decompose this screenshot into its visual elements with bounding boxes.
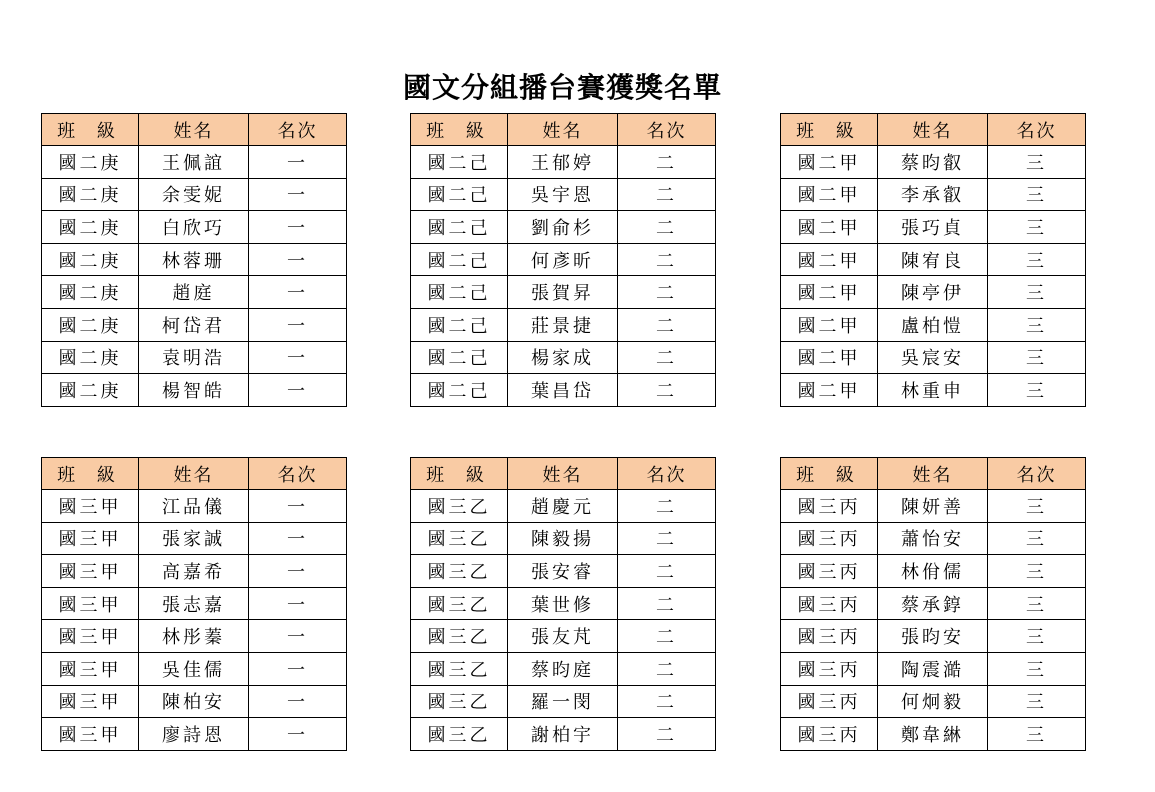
table-row bbox=[411, 146, 716, 179]
table-row bbox=[411, 718, 716, 751]
award-table-grade3-second bbox=[410, 457, 716, 751]
rank-cell: 二 bbox=[618, 555, 716, 588]
class-cell: 國三乙 bbox=[411, 522, 508, 555]
class-cell: 國三乙 bbox=[411, 718, 508, 751]
name-cell: 余雯妮 bbox=[139, 178, 249, 211]
header-rank: 名次 bbox=[988, 114, 1086, 146]
name-cell: 張昀安 bbox=[878, 620, 988, 653]
class-cell: 國二甲 bbox=[781, 178, 878, 211]
header-class: 班 級 bbox=[411, 458, 508, 490]
rank-cell: 一 bbox=[249, 490, 347, 523]
header-class: 班 級 bbox=[781, 114, 878, 146]
class-cell: 國二己 bbox=[411, 146, 508, 179]
name-cell: 江品儀 bbox=[139, 490, 249, 523]
name-cell: 蔡承錞 bbox=[878, 587, 988, 620]
class-cell: 國二甲 bbox=[781, 308, 878, 341]
class-cell: 國二己 bbox=[411, 374, 508, 407]
name-cell: 吳佳儒 bbox=[139, 652, 249, 685]
rank-cell: 三 bbox=[988, 178, 1086, 211]
name-cell: 謝柏宇 bbox=[508, 718, 618, 751]
name-cell: 蕭怡安 bbox=[878, 522, 988, 555]
table-row bbox=[411, 276, 716, 309]
name-cell: 吳宇恩 bbox=[508, 178, 618, 211]
table-row bbox=[411, 178, 716, 211]
rank-cell: 三 bbox=[988, 620, 1086, 653]
class-cell: 國二庚 bbox=[42, 374, 139, 407]
table-row bbox=[411, 374, 716, 407]
name-cell: 葉世修 bbox=[508, 587, 618, 620]
name-cell: 劉俞杉 bbox=[508, 211, 618, 244]
rank-cell: 三 bbox=[988, 652, 1086, 685]
name-cell: 蔡昀叡 bbox=[878, 146, 988, 179]
name-cell: 盧柏愷 bbox=[878, 308, 988, 341]
class-cell: 國三丙 bbox=[781, 652, 878, 685]
name-cell: 趙慶元 bbox=[508, 490, 618, 523]
header-row bbox=[781, 458, 1086, 490]
table-row bbox=[781, 341, 1086, 374]
name-cell: 白欣巧 bbox=[139, 211, 249, 244]
name-cell: 陳柏安 bbox=[139, 685, 249, 718]
rank-cell: 三 bbox=[988, 555, 1086, 588]
class-cell: 國三乙 bbox=[411, 652, 508, 685]
table-row bbox=[42, 341, 347, 374]
rank-cell: 三 bbox=[988, 146, 1086, 179]
table-row bbox=[42, 211, 347, 244]
class-cell: 國三丙 bbox=[781, 620, 878, 653]
award-table-grade3-first bbox=[41, 457, 347, 751]
name-cell: 袁明浩 bbox=[139, 341, 249, 374]
table-row bbox=[411, 587, 716, 620]
table-row bbox=[781, 178, 1086, 211]
table-row bbox=[411, 211, 716, 244]
header-name: 姓名 bbox=[508, 114, 618, 146]
award-table-grade2-second bbox=[410, 113, 716, 407]
rank-cell: 一 bbox=[249, 587, 347, 620]
class-cell: 國二甲 bbox=[781, 276, 878, 309]
table-row bbox=[411, 522, 716, 555]
name-cell: 楊智皓 bbox=[139, 374, 249, 407]
class-cell: 國二庚 bbox=[42, 308, 139, 341]
rank-cell: 一 bbox=[249, 243, 347, 276]
rank-cell: 一 bbox=[249, 718, 347, 751]
name-cell: 張安睿 bbox=[508, 555, 618, 588]
class-cell: 國三乙 bbox=[411, 587, 508, 620]
table-row bbox=[781, 685, 1086, 718]
rank-cell: 二 bbox=[618, 146, 716, 179]
table-row bbox=[411, 490, 716, 523]
rank-cell: 三 bbox=[988, 685, 1086, 718]
table-row bbox=[781, 374, 1086, 407]
class-cell: 國二甲 bbox=[781, 374, 878, 407]
class-cell: 國三丙 bbox=[781, 587, 878, 620]
header-class: 班 級 bbox=[42, 114, 139, 146]
table-row bbox=[781, 652, 1086, 685]
rank-cell: 三 bbox=[988, 522, 1086, 555]
name-cell: 羅一閔 bbox=[508, 685, 618, 718]
table-row bbox=[411, 308, 716, 341]
header-name: 姓名 bbox=[878, 458, 988, 490]
class-cell: 國二甲 bbox=[781, 211, 878, 244]
table-row bbox=[411, 243, 716, 276]
name-cell: 林蓉珊 bbox=[139, 243, 249, 276]
table-row bbox=[781, 276, 1086, 309]
rank-cell: 二 bbox=[618, 685, 716, 718]
table-row bbox=[411, 620, 716, 653]
table-row bbox=[42, 374, 347, 407]
rank-cell: 三 bbox=[988, 308, 1086, 341]
table-row bbox=[42, 718, 347, 751]
award-table-grade3-third bbox=[780, 457, 1086, 751]
class-cell: 國三甲 bbox=[42, 587, 139, 620]
rank-cell: 二 bbox=[618, 587, 716, 620]
header-row bbox=[411, 458, 716, 490]
header-row bbox=[781, 114, 1086, 146]
name-cell: 鄭韋綝 bbox=[878, 718, 988, 751]
header-row bbox=[411, 114, 716, 146]
table-row bbox=[42, 308, 347, 341]
class-cell: 國三乙 bbox=[411, 685, 508, 718]
table-row bbox=[781, 243, 1086, 276]
rank-cell: 三 bbox=[988, 374, 1086, 407]
rank-cell: 三 bbox=[988, 276, 1086, 309]
class-cell: 國二庚 bbox=[42, 243, 139, 276]
rank-cell: 二 bbox=[618, 243, 716, 276]
rank-cell: 一 bbox=[249, 308, 347, 341]
class-cell: 國二甲 bbox=[781, 341, 878, 374]
name-cell: 楊家成 bbox=[508, 341, 618, 374]
table-row bbox=[781, 522, 1086, 555]
class-cell: 國二己 bbox=[411, 178, 508, 211]
table-row bbox=[42, 620, 347, 653]
rank-cell: 三 bbox=[988, 587, 1086, 620]
class-cell: 國二己 bbox=[411, 211, 508, 244]
header-name: 姓名 bbox=[139, 114, 249, 146]
table-row bbox=[42, 490, 347, 523]
name-cell: 張友芃 bbox=[508, 620, 618, 653]
class-cell: 國三甲 bbox=[42, 620, 139, 653]
name-cell: 張家誠 bbox=[139, 522, 249, 555]
rank-cell: 一 bbox=[249, 341, 347, 374]
class-cell: 國三乙 bbox=[411, 490, 508, 523]
rank-cell: 三 bbox=[988, 718, 1086, 751]
class-cell: 國二己 bbox=[411, 341, 508, 374]
name-cell: 葉昌岱 bbox=[508, 374, 618, 407]
class-cell: 國三甲 bbox=[42, 522, 139, 555]
header-rank: 名次 bbox=[249, 114, 347, 146]
name-cell: 廖詩恩 bbox=[139, 718, 249, 751]
rank-cell: 一 bbox=[249, 178, 347, 211]
name-cell: 林佾儒 bbox=[878, 555, 988, 588]
rank-cell: 一 bbox=[249, 685, 347, 718]
class-cell: 國三丙 bbox=[781, 490, 878, 523]
header-name: 姓名 bbox=[508, 458, 618, 490]
rank-cell: 二 bbox=[618, 178, 716, 211]
rank-cell: 一 bbox=[249, 146, 347, 179]
table-row bbox=[781, 211, 1086, 244]
name-cell: 林彤蓁 bbox=[139, 620, 249, 653]
table-row bbox=[411, 685, 716, 718]
table-row bbox=[42, 587, 347, 620]
rank-cell: 一 bbox=[249, 652, 347, 685]
name-cell: 陳宥良 bbox=[878, 243, 988, 276]
class-cell: 國三丙 bbox=[781, 555, 878, 588]
table-row bbox=[781, 587, 1086, 620]
class-cell: 國三丙 bbox=[781, 522, 878, 555]
name-cell: 王郁婷 bbox=[508, 146, 618, 179]
class-cell: 國二庚 bbox=[42, 178, 139, 211]
rank-cell: 二 bbox=[618, 652, 716, 685]
table-row bbox=[42, 146, 347, 179]
rank-cell: 二 bbox=[618, 620, 716, 653]
rank-cell: 一 bbox=[249, 374, 347, 407]
name-cell: 陶震澔 bbox=[878, 652, 988, 685]
award-table-grade2-third bbox=[780, 113, 1086, 407]
page-title: 國文分組播台賽獲獎名單 bbox=[402, 71, 722, 104]
class-cell: 國三乙 bbox=[411, 555, 508, 588]
rank-cell: 二 bbox=[618, 211, 716, 244]
name-cell: 何彥昕 bbox=[508, 243, 618, 276]
table-row bbox=[781, 555, 1086, 588]
header-class: 班 級 bbox=[42, 458, 139, 490]
name-cell: 陳亭伊 bbox=[878, 276, 988, 309]
class-cell: 國三甲 bbox=[42, 652, 139, 685]
class-cell: 國二庚 bbox=[42, 146, 139, 179]
table-row bbox=[781, 490, 1086, 523]
name-cell: 高嘉希 bbox=[139, 555, 249, 588]
table-row bbox=[42, 555, 347, 588]
class-cell: 國二庚 bbox=[42, 211, 139, 244]
header-row bbox=[42, 458, 347, 490]
name-cell: 張志嘉 bbox=[139, 587, 249, 620]
table-row bbox=[781, 146, 1086, 179]
table-row bbox=[781, 620, 1086, 653]
name-cell: 李承叡 bbox=[878, 178, 988, 211]
name-cell: 莊景捷 bbox=[508, 308, 618, 341]
class-cell: 國二甲 bbox=[781, 146, 878, 179]
rank-cell: 一 bbox=[249, 276, 347, 309]
rank-cell: 二 bbox=[618, 276, 716, 309]
class-cell: 國三甲 bbox=[42, 685, 139, 718]
rank-cell: 一 bbox=[249, 555, 347, 588]
table-row bbox=[781, 308, 1086, 341]
rank-cell: 三 bbox=[988, 490, 1086, 523]
class-cell: 國二己 bbox=[411, 243, 508, 276]
rank-cell: 三 bbox=[988, 341, 1086, 374]
header-class: 班 級 bbox=[781, 458, 878, 490]
name-cell: 何炯毅 bbox=[878, 685, 988, 718]
rank-cell: 三 bbox=[988, 211, 1086, 244]
table-row bbox=[42, 243, 347, 276]
table-row bbox=[42, 178, 347, 211]
class-cell: 國二甲 bbox=[781, 243, 878, 276]
name-cell: 蔡昀庭 bbox=[508, 652, 618, 685]
header-name: 姓名 bbox=[139, 458, 249, 490]
rank-cell: 一 bbox=[249, 620, 347, 653]
name-cell: 張賀昇 bbox=[508, 276, 618, 309]
name-cell: 吳宸安 bbox=[878, 341, 988, 374]
header-name: 姓名 bbox=[878, 114, 988, 146]
rank-cell: 二 bbox=[618, 341, 716, 374]
table-row bbox=[411, 555, 716, 588]
class-cell: 國二己 bbox=[411, 308, 508, 341]
header-row bbox=[42, 114, 347, 146]
class-cell: 國三甲 bbox=[42, 718, 139, 751]
table-row bbox=[42, 522, 347, 555]
name-cell: 柯岱君 bbox=[139, 308, 249, 341]
name-cell: 陳妍善 bbox=[878, 490, 988, 523]
name-cell: 趙庭 bbox=[139, 276, 249, 309]
table-row bbox=[411, 341, 716, 374]
class-cell: 國三丙 bbox=[781, 718, 878, 751]
class-cell: 國二庚 bbox=[42, 341, 139, 374]
name-cell: 王佩誼 bbox=[139, 146, 249, 179]
rank-cell: 二 bbox=[618, 308, 716, 341]
award-table-grade2-first bbox=[41, 113, 347, 407]
class-cell: 國三乙 bbox=[411, 620, 508, 653]
rank-cell: 一 bbox=[249, 211, 347, 244]
rank-cell: 一 bbox=[249, 522, 347, 555]
table-row bbox=[42, 652, 347, 685]
header-rank: 名次 bbox=[618, 458, 716, 490]
table-row bbox=[42, 685, 347, 718]
header-class: 班 級 bbox=[411, 114, 508, 146]
rank-cell: 二 bbox=[618, 718, 716, 751]
class-cell: 國三丙 bbox=[781, 685, 878, 718]
class-cell: 國二庚 bbox=[42, 276, 139, 309]
rank-cell: 二 bbox=[618, 522, 716, 555]
header-rank: 名次 bbox=[249, 458, 347, 490]
table-row bbox=[42, 276, 347, 309]
header-rank: 名次 bbox=[618, 114, 716, 146]
rank-cell: 二 bbox=[618, 490, 716, 523]
rank-cell: 二 bbox=[618, 374, 716, 407]
table-row bbox=[781, 718, 1086, 751]
name-cell: 張巧貞 bbox=[878, 211, 988, 244]
class-cell: 國二己 bbox=[411, 276, 508, 309]
rank-cell: 三 bbox=[988, 243, 1086, 276]
class-cell: 國三甲 bbox=[42, 555, 139, 588]
class-cell: 國三甲 bbox=[42, 490, 139, 523]
name-cell: 陳毅揚 bbox=[508, 522, 618, 555]
table-row bbox=[411, 652, 716, 685]
name-cell: 林重申 bbox=[878, 374, 988, 407]
header-rank: 名次 bbox=[988, 458, 1086, 490]
